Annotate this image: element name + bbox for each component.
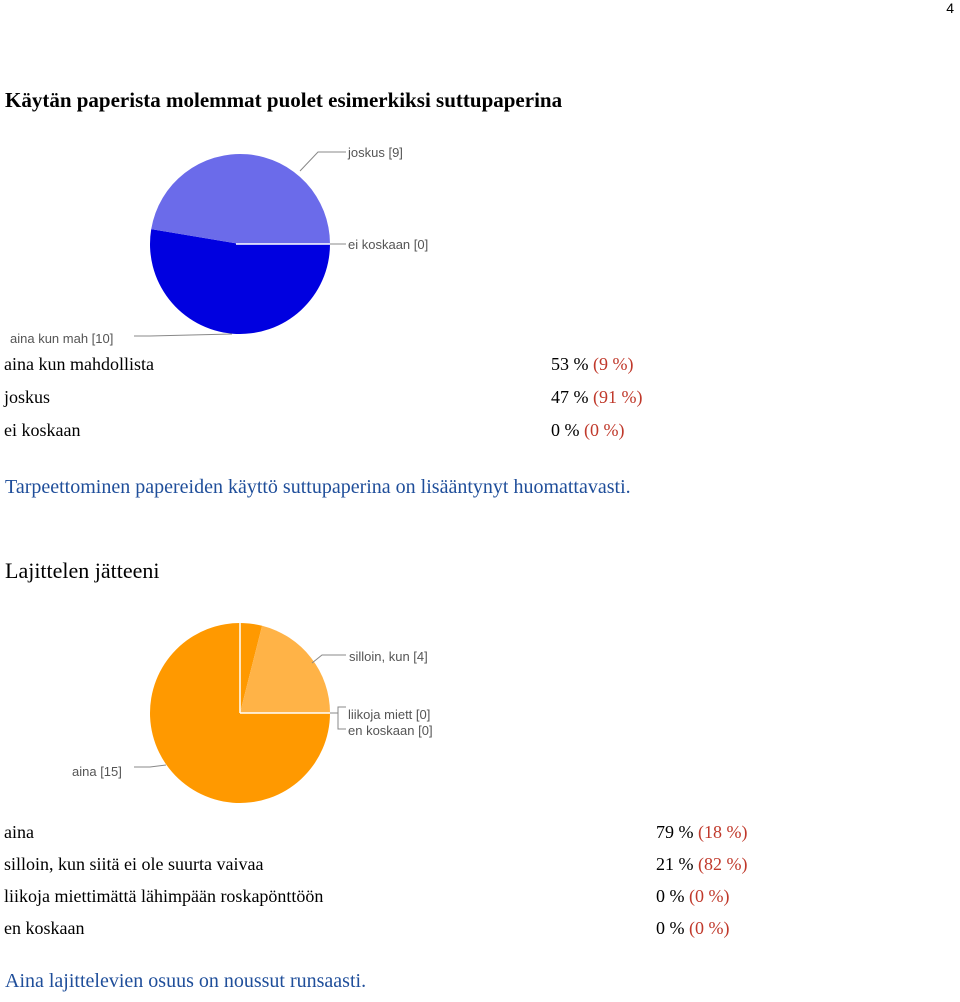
result-previous-percent: (0 %) xyxy=(689,886,730,906)
result-label: silloin, kun siitä ei ole suurta vaivaa xyxy=(4,854,264,874)
leader-line xyxy=(134,765,166,767)
result-previous-percent: (82 %) xyxy=(698,854,748,874)
result-previous-percent: (9 %) xyxy=(593,354,634,374)
section2-pie-chart xyxy=(0,615,480,815)
result-percent: 0 % xyxy=(656,886,685,906)
result-label: aina kun mahdollista xyxy=(4,354,154,374)
pie-label-silloin-kun: silloin, kun [4] xyxy=(349,649,428,664)
leader-line xyxy=(338,713,346,729)
section1-pie-chart xyxy=(0,140,480,360)
section1-note: Tarpeettominen papereiden käyttö suttupaperina on lisääntynyt huomattavasti. xyxy=(5,476,631,498)
result-previous-percent: (18 %) xyxy=(698,822,748,842)
result-percent: 0 % xyxy=(656,918,685,938)
result-label: en koskaan xyxy=(4,918,85,938)
result-percent: 79 % xyxy=(656,822,694,842)
pie-label-ei-koskaan: ei koskaan [0] xyxy=(348,237,429,252)
result-percent: 53 % xyxy=(551,354,589,374)
section2-title: Lajittelen jätteeni xyxy=(5,558,160,583)
pie-label-liikoja-miett: liikoja miett [0] xyxy=(348,707,431,722)
page-number: 4 xyxy=(946,0,954,16)
section2-note: Aina lajittelevien osuus on noussut runsaasti. xyxy=(5,970,367,992)
result-label: aina xyxy=(4,822,34,842)
pie-label-joskus: joskus [9] xyxy=(348,145,403,160)
leader-line xyxy=(300,152,346,171)
result-previous-percent: (0 %) xyxy=(584,420,625,440)
pie-label-en-koskaan: en koskaan [0] xyxy=(348,723,433,738)
pie-slice-aina-kun-mahdollista xyxy=(150,229,330,334)
result-percent: 21 % xyxy=(656,854,694,874)
section1-title: Käytän paperista molemmat puolet esimerkiksi suttupaperina xyxy=(5,88,563,112)
leader-line xyxy=(134,334,232,336)
pie-label-aina: aina [15] xyxy=(72,764,122,779)
result-previous-percent: (0 %) xyxy=(689,918,730,938)
result-label: joskus xyxy=(4,387,51,407)
result-label: liikoja miettimättä lähimpään roskapönttöön xyxy=(4,886,324,906)
result-previous-percent: (91 %) xyxy=(593,387,643,407)
leader-line xyxy=(330,707,346,713)
result-label: ei koskaan xyxy=(4,420,81,440)
leader-line xyxy=(312,655,346,663)
result-percent: 47 % xyxy=(551,387,589,407)
pie-label-aina-kun-mah: aina kun mah [10] xyxy=(10,331,114,346)
result-percent: 0 % xyxy=(551,420,580,440)
